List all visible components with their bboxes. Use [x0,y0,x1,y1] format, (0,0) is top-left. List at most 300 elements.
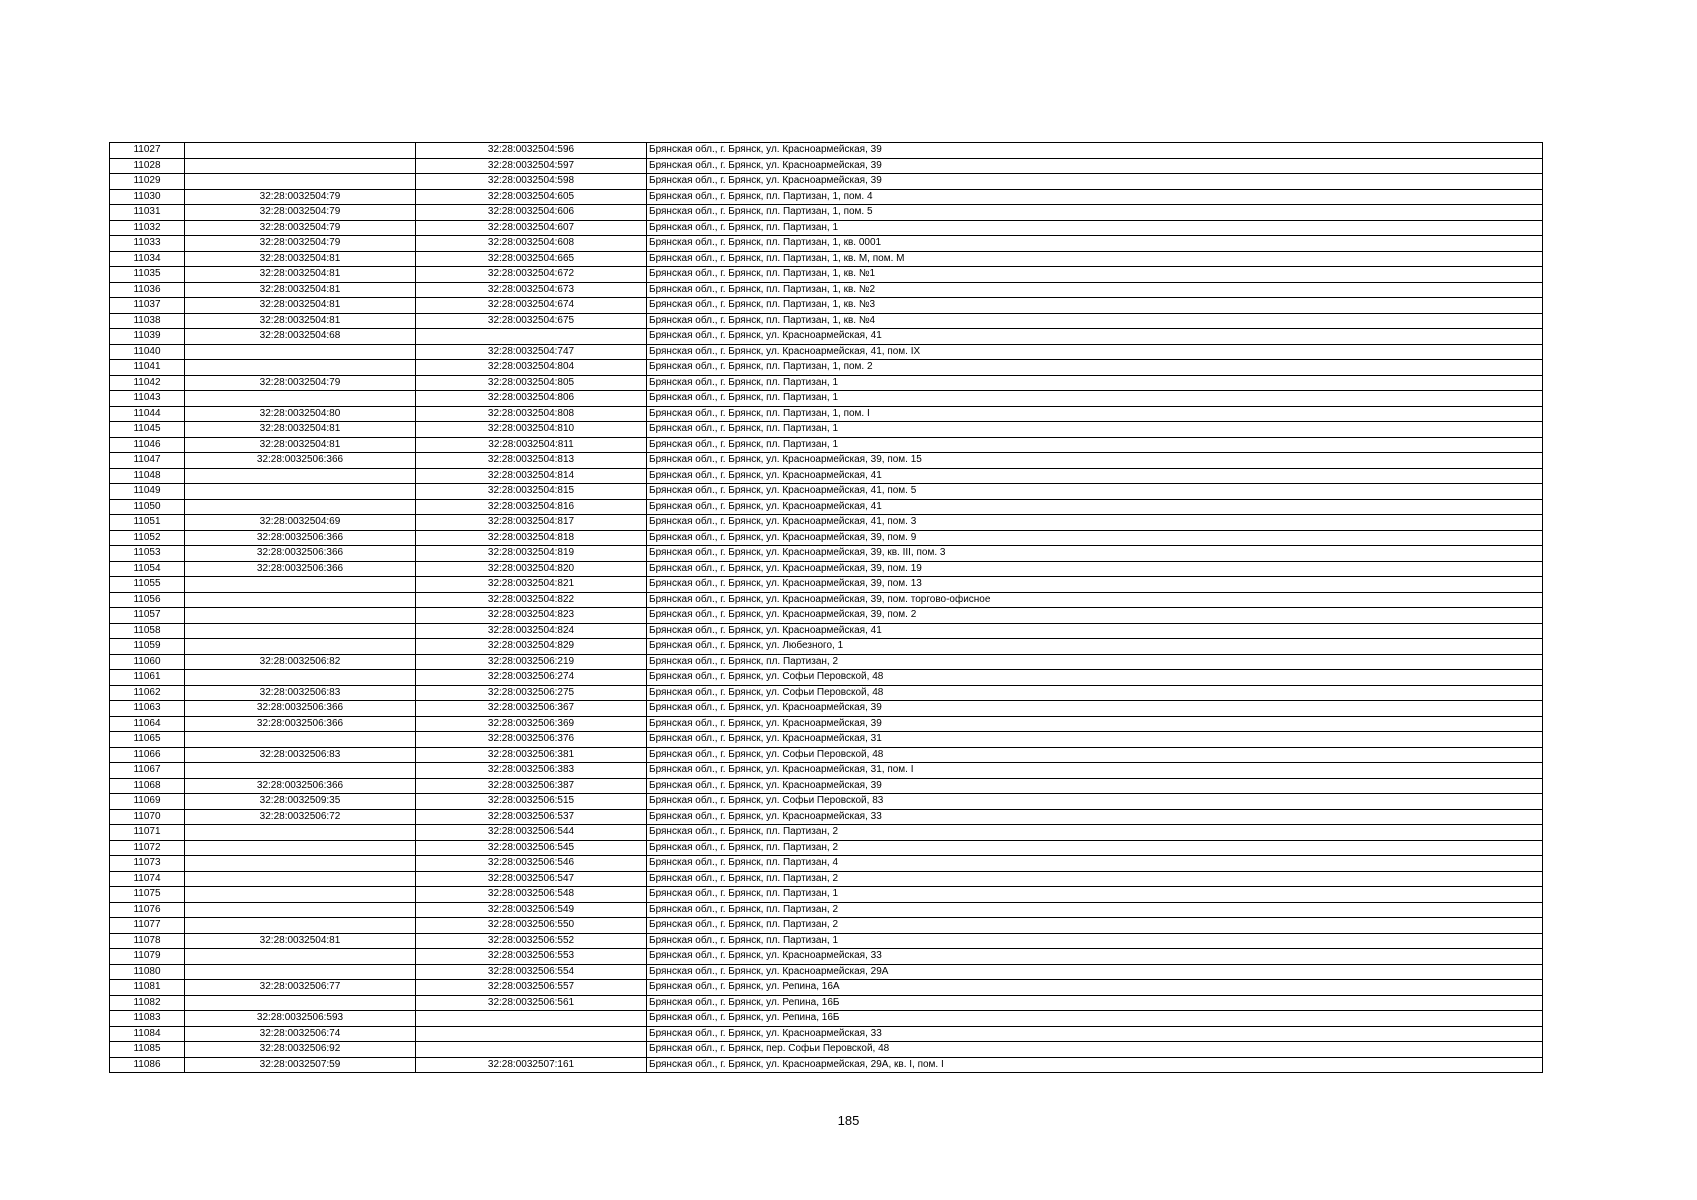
table-row [110,949,1543,965]
parent-cadastral-number-cell: 32:28:0032506:92 [185,1042,416,1058]
cadastral-number-cell: 32:28:0032504:829 [416,639,647,655]
table-row [110,189,1543,205]
parent-cadastral-number-cell: 32:28:0032506:72 [185,809,416,825]
address-cell: Брянская обл., г. Брянск, пл. Партизан, 2 [647,871,1543,887]
cadastral-number-cell: 32:28:0032507:161 [416,1057,647,1073]
parent-cadastral-number-cell: 32:28:0032506:366 [185,546,416,562]
table-row [110,422,1543,438]
table-row [110,143,1543,159]
parent-cadastral-number-cell [185,887,416,903]
address-cell: Брянская обл., г. Брянск, ул. Красноармейская, 29А, кв. I, пом. I [647,1057,1543,1073]
row-index-cell: 11067 [110,763,185,779]
row-index-cell: 11056 [110,592,185,608]
address-cell: Брянская обл., г. Брянск, пл. Партизан, 2 [647,902,1543,918]
table-row [110,561,1543,577]
cadastral-number-cell: 32:28:0032504:674 [416,298,647,314]
address-cell: Брянская обл., г. Брянск, пл. Партизан, 1, пом. 4 [647,189,1543,205]
row-index-cell: 11039 [110,329,185,345]
cadastral-number-cell: 32:28:0032506:557 [416,980,647,996]
address-cell: Брянская обл., г. Брянск, пл. Партизан, 2 [647,918,1543,934]
table-row [110,406,1543,422]
address-cell: Брянская обл., г. Брянск, ул. Красноармейская, 39 [647,174,1543,190]
address-cell: Брянская обл., г. Брянск, пл. Партизан, 1 [647,437,1543,453]
address-cell: Брянская обл., г. Брянск, ул. Красноармейская, 33 [647,809,1543,825]
row-index-cell: 11069 [110,794,185,810]
cadastral-number-cell [416,1026,647,1042]
parent-cadastral-number-cell [185,577,416,593]
cadastral-number-cell: 32:28:0032506:274 [416,670,647,686]
address-cell: Брянская обл., г. Брянск, пл. Партизан, 4 [647,856,1543,872]
table-row [110,871,1543,887]
table-row [110,701,1543,717]
address-cell: Брянская обл., г. Брянск, ул. Репина, 16Б [647,1011,1543,1027]
row-index-cell: 11052 [110,530,185,546]
parent-cadastral-number-cell [185,918,416,934]
parent-cadastral-number-cell [185,143,416,159]
row-index-cell: 11066 [110,747,185,763]
table-row [110,298,1543,314]
row-index-cell: 11075 [110,887,185,903]
table-row [110,236,1543,252]
parent-cadastral-number-cell [185,484,416,500]
row-index-cell: 11051 [110,515,185,531]
table-row [110,391,1543,407]
address-cell: Брянская обл., г. Брянск, пл. Партизан, 2 [647,654,1543,670]
parent-cadastral-number-cell [185,995,416,1011]
table-row [110,918,1543,934]
table-row [110,825,1543,841]
row-index-cell: 11036 [110,282,185,298]
cadastral-number-cell: 32:28:0032504:606 [416,205,647,221]
parent-cadastral-number-cell [185,158,416,174]
parent-cadastral-number-cell: 32:28:0032507:59 [185,1057,416,1073]
address-cell: Брянская обл., г. Брянск, ул. Красноармейская, 39 [647,143,1543,159]
row-index-cell: 11053 [110,546,185,562]
address-cell: Брянская обл., г. Брянск, пл. Партизан, 1, кв. М, пом. М [647,251,1543,267]
address-cell: Брянская обл., г. Брянск, ул. Софьи Перовской, 83 [647,794,1543,810]
cadastral-number-cell: 32:28:0032504:597 [416,158,647,174]
address-cell: Брянская обл., г. Брянск, пл. Партизан, 1, пом. I [647,406,1543,422]
table-row [110,282,1543,298]
cadastral-number-cell: 32:28:0032504:596 [416,143,647,159]
row-index-cell: 11030 [110,189,185,205]
cadastral-number-cell: 32:28:0032504:813 [416,453,647,469]
table-row [110,205,1543,221]
row-index-cell: 11062 [110,685,185,701]
parent-cadastral-number-cell [185,825,416,841]
table-row [110,592,1543,608]
row-index-cell: 11074 [110,871,185,887]
parent-cadastral-number-cell: 32:28:0032504:81 [185,267,416,283]
address-cell: Брянская обл., г. Брянск, пл. Партизан, 2 [647,825,1543,841]
row-index-cell: 11070 [110,809,185,825]
cadastral-number-cell: 32:28:0032504:673 [416,282,647,298]
cadastral-number-cell: 32:28:0032504:598 [416,174,647,190]
table-row [110,1057,1543,1073]
row-index-cell: 11077 [110,918,185,934]
row-index-cell: 11050 [110,499,185,515]
row-index-cell: 11071 [110,825,185,841]
address-cell: Брянская обл., г. Брянск, ул. Красноармейская, 41 [647,468,1543,484]
row-index-cell: 11043 [110,391,185,407]
address-cell: Брянская обл., г. Брянск, ул. Красноармейская, 39, пом. 19 [647,561,1543,577]
cadastral-number-cell: 32:28:0032506:544 [416,825,647,841]
parent-cadastral-number-cell: 32:28:0032506:366 [185,453,416,469]
parent-cadastral-number-cell [185,670,416,686]
table-row [110,530,1543,546]
row-index-cell: 11073 [110,856,185,872]
row-index-cell: 11068 [110,778,185,794]
parent-cadastral-number-cell [185,468,416,484]
table-row [110,577,1543,593]
row-index-cell: 11059 [110,639,185,655]
cadastral-number-cell: 32:28:0032504:820 [416,561,647,577]
row-index-cell: 11060 [110,654,185,670]
address-cell: Брянская обл., г. Брянск, пл. Партизан, 1 [647,422,1543,438]
row-index-cell: 11081 [110,980,185,996]
parent-cadastral-number-cell: 32:28:0032506:83 [185,685,416,701]
table-row [110,964,1543,980]
parent-cadastral-number-cell: 32:28:0032506:74 [185,1026,416,1042]
table-row [110,251,1543,267]
parent-cadastral-number-cell: 32:28:0032504:81 [185,313,416,329]
table-row [110,933,1543,949]
address-cell: Брянская обл., г. Брянск, ул. Красноармейская, 41, пом. 5 [647,484,1543,500]
address-cell: Брянская обл., г. Брянск, ул. Красноармейская, 41, пом. IX [647,344,1543,360]
cadastral-number-cell: 32:28:0032506:546 [416,856,647,872]
table-row [110,375,1543,391]
row-index-cell: 11047 [110,453,185,469]
table-row [110,887,1543,903]
cadastral-number-cell: 32:28:0032506:275 [416,685,647,701]
address-cell: Брянская обл., г. Брянск, ул. Красноармейская, 39 [647,701,1543,717]
parent-cadastral-number-cell [185,949,416,965]
cadastral-number-cell: 32:28:0032504:822 [416,592,647,608]
parent-cadastral-number-cell: 32:28:0032506:82 [185,654,416,670]
cadastral-number-cell: 32:28:0032506:548 [416,887,647,903]
cadastral-number-cell: 32:28:0032504:818 [416,530,647,546]
address-cell: Брянская обл., г. Брянск, ул. Красноармейская, 41, пом. 3 [647,515,1543,531]
cadastral-number-cell: 32:28:0032506:219 [416,654,647,670]
row-index-cell: 11076 [110,902,185,918]
cadastral-number-cell: 32:28:0032504:675 [416,313,647,329]
row-index-cell: 11078 [110,933,185,949]
address-cell: Брянская обл., г. Брянск, ул. Любезного, 1 [647,639,1543,655]
table-row [110,484,1543,500]
address-cell: Брянская обл., г. Брянск, ул. Красноармейская, 39 [647,778,1543,794]
table-row [110,840,1543,856]
address-cell: Брянская обл., г. Брянск, ул. Софьи Перовской, 48 [647,685,1543,701]
cadastral-number-cell: 32:28:0032506:550 [416,918,647,934]
address-cell: Брянская обл., г. Брянск, ул. Софьи Перовской, 48 [647,670,1543,686]
parent-cadastral-number-cell: 32:28:0032506:366 [185,561,416,577]
cadastral-number-cell: 32:28:0032504:816 [416,499,647,515]
row-index-cell: 11042 [110,375,185,391]
parent-cadastral-number-cell [185,499,416,515]
cadastral-number-cell: 32:28:0032504:808 [416,406,647,422]
table-row [110,453,1543,469]
table-row [110,174,1543,190]
row-index-cell: 11072 [110,840,185,856]
parent-cadastral-number-cell [185,871,416,887]
address-cell: Брянская обл., г. Брянск, ул. Красноармейская, 41 [647,329,1543,345]
parent-cadastral-number-cell: 32:28:0032506:83 [185,747,416,763]
table-row [110,980,1543,996]
table-row [110,360,1543,376]
row-index-cell: 11040 [110,344,185,360]
cadastral-number-cell: 32:28:0032506:545 [416,840,647,856]
table-row [110,747,1543,763]
parent-cadastral-number-cell: 32:28:0032504:68 [185,329,416,345]
cadastral-number-cell: 32:28:0032506:552 [416,933,647,949]
address-cell: Брянская обл., г. Брянск, ул. Красноармейская, 39, пом. торгово-офисное [647,592,1543,608]
parent-cadastral-number-cell: 32:28:0032504:80 [185,406,416,422]
row-index-cell: 11035 [110,267,185,283]
table-row [110,499,1543,515]
table-row [110,468,1543,484]
table-row [110,778,1543,794]
address-cell: Брянская обл., г. Брянск, ул. Красноармейская, 33 [647,1026,1543,1042]
parent-cadastral-number-cell: 32:28:0032506:366 [185,716,416,732]
parent-cadastral-number-cell: 32:28:0032504:81 [185,933,416,949]
table-row [110,639,1543,655]
row-index-cell: 11045 [110,422,185,438]
cadastral-number-cell: 32:28:0032504:817 [416,515,647,531]
table-row [110,1042,1543,1058]
row-index-cell: 11029 [110,174,185,190]
row-index-cell: 11079 [110,949,185,965]
cadastral-number-cell: 32:28:0032504:806 [416,391,647,407]
table-row [110,763,1543,779]
table-row [110,437,1543,453]
parent-cadastral-number-cell [185,360,416,376]
cadastral-number-cell: 32:28:0032504:607 [416,220,647,236]
address-cell: Брянская обл., г. Брянск, пл. Партизан, 1, кв. №4 [647,313,1543,329]
cadastral-number-cell: 32:28:0032506:515 [416,794,647,810]
parent-cadastral-number-cell [185,732,416,748]
address-cell: Брянская обл., г. Брянск, пл. Партизан, 1, кв. 0001 [647,236,1543,252]
address-cell: Брянская обл., г. Брянск, ул. Красноармейская, 39, пом. 13 [647,577,1543,593]
table-row [110,623,1543,639]
parent-cadastral-number-cell [185,763,416,779]
cadastral-number-cell: 32:28:0032506:376 [416,732,647,748]
cadastral-number-cell [416,1042,647,1058]
cadastral-number-cell: 32:28:0032506:553 [416,949,647,965]
address-cell: Брянская обл., г. Брянск, ул. Красноармейская, 39 [647,716,1543,732]
property-table-body [110,143,1543,1073]
row-index-cell: 11044 [110,406,185,422]
table-row [110,902,1543,918]
parent-cadastral-number-cell: 32:28:0032509:35 [185,794,416,810]
address-cell: Брянская обл., г. Брянск, пер. Софьи Перовской, 48 [647,1042,1543,1058]
address-cell: Брянская обл., г. Брянск, ул. Красноармейская, 31, пом. I [647,763,1543,779]
table-row [110,794,1543,810]
address-cell: Брянская обл., г. Брянск, пл. Партизан, 1 [647,375,1543,391]
cadastral-number-cell: 32:28:0032504:810 [416,422,647,438]
parent-cadastral-number-cell [185,902,416,918]
row-index-cell: 11063 [110,701,185,717]
parent-cadastral-number-cell [185,608,416,624]
table-row [110,1026,1543,1042]
address-cell: Брянская обл., г. Брянск, пл. Партизан, 1, пом. 5 [647,205,1543,221]
row-index-cell: 11048 [110,468,185,484]
table-row [110,344,1543,360]
parent-cadastral-number-cell: 32:28:0032504:79 [185,205,416,221]
address-cell: Брянская обл., г. Брянск, ул. Софьи Перовской, 48 [647,747,1543,763]
parent-cadastral-number-cell: 32:28:0032504:69 [185,515,416,531]
cadastral-number-cell: 32:28:0032504:819 [416,546,647,562]
table-row [110,329,1543,345]
address-cell: Брянская обл., г. Брянск, пл. Партизан, 1, кв. №2 [647,282,1543,298]
row-index-cell: 11028 [110,158,185,174]
parent-cadastral-number-cell: 32:28:0032504:81 [185,298,416,314]
cadastral-number-cell: 32:28:0032504:821 [416,577,647,593]
row-index-cell: 11034 [110,251,185,267]
row-index-cell: 11083 [110,1011,185,1027]
cadastral-number-cell: 32:28:0032506:381 [416,747,647,763]
parent-cadastral-number-cell [185,840,416,856]
address-cell: Брянская обл., г. Брянск, ул. Красноармейская, 41 [647,623,1543,639]
parent-cadastral-number-cell: 32:28:0032506:593 [185,1011,416,1027]
table-row [110,685,1543,701]
table-row [110,732,1543,748]
parent-cadastral-number-cell: 32:28:0032506:77 [185,980,416,996]
row-index-cell: 11058 [110,623,185,639]
table-row [110,670,1543,686]
cadastral-number-cell: 32:28:0032504:747 [416,344,647,360]
cadastral-number-cell: 32:28:0032506:561 [416,995,647,1011]
address-cell: Брянская обл., г. Брянск, ул. Красноармейская, 33 [647,949,1543,965]
address-cell: Брянская обл., г. Брянск, пл. Партизан, 1, кв. №3 [647,298,1543,314]
parent-cadastral-number-cell: 32:28:0032506:366 [185,530,416,546]
row-index-cell: 11054 [110,561,185,577]
cadastral-number-cell: 32:28:0032504:608 [416,236,647,252]
table-row [110,267,1543,283]
cadastral-number-cell: 32:28:0032506:383 [416,763,647,779]
parent-cadastral-number-cell: 32:28:0032506:366 [185,778,416,794]
page-number: 185 [837,1113,860,1128]
row-index-cell: 11061 [110,670,185,686]
parent-cadastral-number-cell: 32:28:0032504:79 [185,220,416,236]
address-cell: Брянская обл., г. Брянск, пл. Партизан, 1 [647,887,1543,903]
cadastral-number-cell: 32:28:0032506:547 [416,871,647,887]
parent-cadastral-number-cell: 32:28:0032506:366 [185,701,416,717]
table-row [110,856,1543,872]
parent-cadastral-number-cell: 32:28:0032504:79 [185,236,416,252]
cadastral-number-cell: 32:28:0032506:537 [416,809,647,825]
row-index-cell: 11037 [110,298,185,314]
address-cell: Брянская обл., г. Брянск, ул. Красноармейская, 31 [647,732,1543,748]
parent-cadastral-number-cell: 32:28:0032504:81 [185,437,416,453]
cadastral-number-cell: 32:28:0032504:805 [416,375,647,391]
table-row [110,608,1543,624]
address-cell: Брянская обл., г. Брянск, пл. Партизан, 1 [647,220,1543,236]
row-index-cell: 11055 [110,577,185,593]
table-row [110,158,1543,174]
cadastral-number-cell: 32:28:0032506:369 [416,716,647,732]
address-cell: Брянская обл., г. Брянск, ул. Красноармейская, 39, пом. 9 [647,530,1543,546]
row-index-cell: 11057 [110,608,185,624]
parent-cadastral-number-cell [185,174,416,190]
row-index-cell: 11046 [110,437,185,453]
table-row [110,313,1543,329]
parent-cadastral-number-cell: 32:28:0032504:79 [185,375,416,391]
row-index-cell: 11031 [110,205,185,221]
cadastral-number-cell: 32:28:0032504:815 [416,484,647,500]
table-row [110,546,1543,562]
parent-cadastral-number-cell [185,856,416,872]
cadastral-number-cell: 32:28:0032504:824 [416,623,647,639]
parent-cadastral-number-cell [185,344,416,360]
address-cell: Брянская обл., г. Брянск, ул. Красноармейская, 29А [647,964,1543,980]
parent-cadastral-number-cell: 32:28:0032504:81 [185,422,416,438]
row-index-cell: 11065 [110,732,185,748]
table-row [110,515,1543,531]
table-row [110,716,1543,732]
address-cell: Брянская обл., г. Брянск, ул. Репина, 16Б [647,995,1543,1011]
row-index-cell: 11084 [110,1026,185,1042]
cadastral-number-cell: 32:28:0032504:605 [416,189,647,205]
row-index-cell: 11082 [110,995,185,1011]
cadastral-number-cell: 32:28:0032504:814 [416,468,647,484]
address-cell: Брянская обл., г. Брянск, пл. Партизан, 1, кв. №1 [647,267,1543,283]
row-index-cell: 11032 [110,220,185,236]
table-row [110,1011,1543,1027]
parent-cadastral-number-cell [185,592,416,608]
parent-cadastral-number-cell [185,964,416,980]
address-cell: Брянская обл., г. Брянск, пл. Партизан, 1, пом. 2 [647,360,1543,376]
address-cell: Брянская обл., г. Брянск, ул. Красноармейская, 39, пом. 2 [647,608,1543,624]
row-index-cell: 11041 [110,360,185,376]
row-index-cell: 11038 [110,313,185,329]
cadastral-number-cell: 32:28:0032506:554 [416,964,647,980]
parent-cadastral-number-cell [185,391,416,407]
address-cell: Брянская обл., г. Брянск, пл. Партизан, 2 [647,840,1543,856]
cadastral-number-cell: 32:28:0032506:549 [416,902,647,918]
row-index-cell: 11064 [110,716,185,732]
address-cell: Брянская обл., г. Брянск, ул. Красноармейская, 39, пом. 15 [647,453,1543,469]
cadastral-number-cell: 32:28:0032506:387 [416,778,647,794]
address-cell: Брянская обл., г. Брянск, ул. Красноармейская, 39 [647,158,1543,174]
parent-cadastral-number-cell: 32:28:0032504:81 [185,251,416,267]
property-table [109,142,1543,1073]
cadastral-number-cell [416,1011,647,1027]
cadastral-number-cell: 32:28:0032504:804 [416,360,647,376]
row-index-cell: 11080 [110,964,185,980]
address-cell: Брянская обл., г. Брянск, ул. Красноармейская, 39, кв. III, пом. 3 [647,546,1543,562]
table-row [110,654,1543,670]
row-index-cell: 11086 [110,1057,185,1073]
cadastral-number-cell: 32:28:0032506:367 [416,701,647,717]
cadastral-number-cell [416,329,647,345]
row-index-cell: 11085 [110,1042,185,1058]
row-index-cell: 11049 [110,484,185,500]
cadastral-number-cell: 32:28:0032504:672 [416,267,647,283]
parent-cadastral-number-cell: 32:28:0032504:81 [185,282,416,298]
row-index-cell: 11027 [110,143,185,159]
address-cell: Брянская обл., г. Брянск, пл. Партизан, 1 [647,933,1543,949]
address-cell: Брянская обл., г. Брянск, пл. Партизан, 1 [647,391,1543,407]
table-row [110,220,1543,236]
cadastral-number-cell: 32:28:0032504:823 [416,608,647,624]
parent-cadastral-number-cell: 32:28:0032504:79 [185,189,416,205]
address-cell: Брянская обл., г. Брянск, ул. Красноармейская, 41 [647,499,1543,515]
parent-cadastral-number-cell [185,623,416,639]
table-row [110,995,1543,1011]
table-row [110,809,1543,825]
parent-cadastral-number-cell [185,639,416,655]
row-index-cell: 11033 [110,236,185,252]
